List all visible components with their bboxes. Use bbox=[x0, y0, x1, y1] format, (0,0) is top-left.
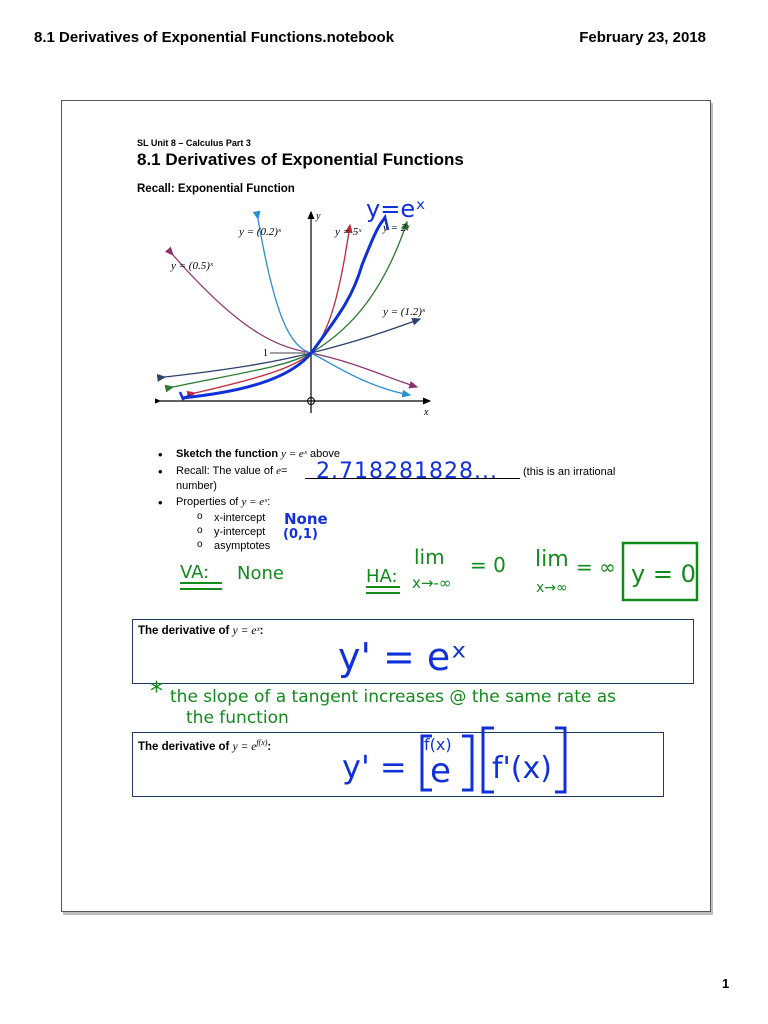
recall-heading: Recall: Exponential Function bbox=[137, 183, 295, 195]
hw-derivative-2-fprime: f'(x) bbox=[492, 751, 552, 786]
box1-math: y = eˣ bbox=[232, 625, 260, 637]
label-0.2: y = (0.2)ˣ bbox=[239, 226, 281, 238]
tick-one: 1 bbox=[263, 348, 268, 359]
recall-text: Recall: The value of bbox=[176, 465, 274, 477]
box2-exp: f(x) bbox=[256, 738, 268, 747]
axis-x-label: x bbox=[424, 407, 429, 417]
hw-e-value: 2.718281828... bbox=[316, 459, 498, 484]
page-title: 8.1 Derivatives of Exponential Functions bbox=[137, 150, 464, 169]
sub-x-intercept: o x-intercept bbox=[214, 512, 265, 524]
sketch-bold: Sketch the function bbox=[176, 448, 279, 460]
label-2: y = 2ˣ bbox=[383, 222, 410, 234]
sub-y-intercept: o y-intercept bbox=[214, 526, 265, 538]
hw-bracket-right-2 bbox=[555, 728, 565, 792]
hw-lim2: lim bbox=[535, 547, 569, 572]
hw-x-intercept: None bbox=[284, 510, 328, 528]
hw-derivative-2-lhs: y' = bbox=[342, 748, 407, 786]
hw-lim2-value: = ∞ bbox=[576, 555, 616, 579]
hw-y-ex: y=eˣ bbox=[366, 195, 426, 223]
hw-lim2-sub: x→∞ bbox=[536, 580, 568, 596]
hw-boxed-answer: y = 0 bbox=[631, 560, 696, 588]
hw-derivative-2-e: e bbox=[430, 751, 451, 791]
hw-bracket-right-1 bbox=[462, 736, 472, 790]
sketch-math: y = eˣ bbox=[281, 448, 307, 460]
props-colon: : bbox=[267, 496, 271, 508]
hw-ex-curve bbox=[182, 218, 385, 398]
sketch-tail: above bbox=[309, 448, 340, 460]
recall-e: e bbox=[276, 465, 281, 477]
hw-derivative-2-exp: f(x) bbox=[424, 735, 452, 754]
hw-va: VA: bbox=[180, 562, 210, 583]
label-1.2: y = (1.2)ˣ bbox=[383, 306, 425, 318]
hw-lim1: lim bbox=[414, 545, 445, 569]
props-text: Properties of bbox=[176, 496, 239, 508]
hw-lim1-value: = 0 bbox=[470, 553, 506, 577]
notebook-title: 8.1 Derivatives of Exponential Functions.notebook bbox=[34, 29, 395, 46]
sub-asymptotes: o asymptotes bbox=[214, 540, 270, 552]
hw-ha: HA: bbox=[366, 566, 398, 587]
label-5: y = 5ˣ bbox=[335, 226, 362, 238]
hw-star: * bbox=[150, 677, 163, 707]
hw-note-line1: the slope of a tangent increases @ the same rate as bbox=[170, 687, 617, 707]
recall-eq: = bbox=[280, 465, 288, 477]
box2-label: The derivative of $y = e^{f(x)}$: bbox=[138, 738, 272, 753]
box2-math: y = e bbox=[232, 740, 257, 753]
box1-label: The derivative of y = eˣ: bbox=[138, 625, 264, 637]
hw-note-line2: the function bbox=[186, 708, 289, 728]
recall-tail2: number) bbox=[176, 480, 217, 492]
notebook-date: February 23, 2018 bbox=[579, 29, 706, 46]
hw-va-value: None bbox=[237, 563, 284, 584]
recall-tail: (this is an irrational bbox=[523, 466, 616, 478]
axis-y-label: y bbox=[316, 211, 321, 222]
page-number: 1 bbox=[722, 976, 730, 991]
hw-derivative-1: y' = eˣ bbox=[338, 635, 468, 679]
unit-label: SL Unit 8 – Calculus Part 3 bbox=[137, 138, 251, 148]
label-0.5: y = (0.5)ˣ bbox=[171, 260, 213, 272]
hw-y-intercept: (0,1) bbox=[283, 527, 318, 542]
props-math: y = eˣ bbox=[241, 496, 268, 508]
hw-lim1-sub: x→-∞ bbox=[412, 574, 452, 592]
